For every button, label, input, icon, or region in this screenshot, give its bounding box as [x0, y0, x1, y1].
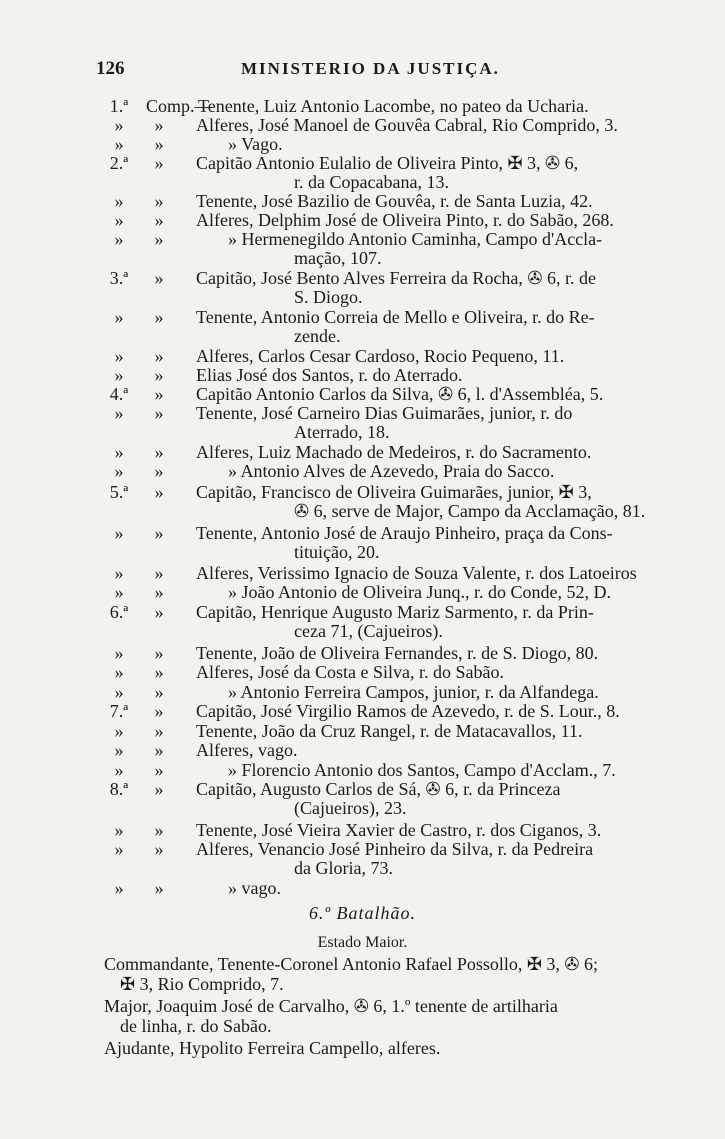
company-mark: »	[154, 229, 164, 249]
roster-line	[0, 248, 725, 269]
company-mark: »	[154, 779, 164, 799]
section-subtitle-row	[0, 932, 725, 953]
roster-entry: Alferes, Delphim José de Oliveira Pinto, r. do Sabão, 268.	[196, 210, 614, 230]
roster-entry: ✇ 6, serve de Major, Campo da Acclamação, 81.	[294, 501, 646, 521]
roster-line	[0, 582, 725, 603]
company-mark: »	[154, 820, 164, 840]
roster-line	[0, 878, 725, 899]
roster-entry: tituição, 20.	[294, 542, 380, 562]
company-mark: »	[154, 403, 164, 423]
company-number: »	[114, 523, 124, 543]
roster-entry: Aterrado, 18.	[294, 422, 390, 442]
roster-line	[0, 403, 725, 424]
roster-line	[0, 779, 725, 800]
roster-entry: Alferes, Carlos Cesar Cardoso, Rocio Pequeno, 11.	[196, 346, 565, 366]
roster-entry: » Florencio Antonio dos Santos, Campo d'Acclam., 7.	[228, 760, 616, 780]
roster-line	[0, 365, 725, 386]
roster-entry: Alferes, Verissimo Ignacio de Souza Valente, r. dos Latoeiros	[196, 563, 637, 583]
company-mark: »	[154, 602, 164, 622]
roster-entry: » João Antonio de Oliveira Junq., r. do Conde, 52, D.	[228, 582, 611, 602]
roster-line	[0, 602, 725, 623]
company-mark: »	[154, 134, 164, 154]
roster-entry: Alferes, José Manoel de Gouvêa Cabral, Rio Comprido, 3.	[196, 115, 618, 135]
roster-entry: mação, 107.	[294, 248, 382, 268]
roster-line	[0, 760, 725, 781]
company-mark: »	[154, 153, 164, 173]
company-mark: »	[154, 482, 164, 502]
company-mark: »	[154, 268, 164, 288]
company-mark: »	[154, 760, 164, 780]
roster-entry: Capitão, José Bento Alves Ferreira da Rocha, ✇ 6, r. de	[196, 268, 596, 288]
roster-line	[0, 287, 725, 308]
company-number: 7.ª	[109, 701, 129, 721]
company-number: »	[114, 563, 124, 583]
company-mark: »	[154, 563, 164, 583]
company-mark: »	[154, 307, 164, 327]
company-number: 4.ª	[109, 384, 129, 404]
roster-line	[0, 798, 725, 819]
company-number: »	[114, 582, 124, 602]
roster-entry: Alferes, Luiz Machado de Medeiros, r. do Sacramento.	[196, 442, 592, 462]
roster-line	[0, 210, 725, 231]
roster-entry: Capitão Antonio Carlos da Silva, ✇ 6, l. d'Assembléa, 5.	[196, 384, 604, 404]
roster-line	[0, 384, 725, 405]
section-title: 6.º Batalhão.	[308, 903, 417, 923]
running-title: MINISTERIO DA JUSTIÇA.	[241, 59, 500, 78]
staff-line	[0, 996, 725, 1017]
company-number: 6.ª	[109, 602, 129, 622]
company-number: 3.ª	[109, 268, 129, 288]
roster-line	[0, 172, 725, 193]
roster-line	[0, 839, 725, 860]
roster-line	[0, 134, 725, 155]
roster-line	[0, 442, 725, 463]
company-mark: »	[154, 384, 164, 404]
roster-entry: Capitão, José Virgilio Ramos de Azevedo, r. de S. Lour., 8.	[196, 701, 620, 721]
company-mark: »	[154, 682, 164, 702]
roster-line	[0, 326, 725, 347]
company-number: »	[114, 210, 124, 230]
roster-line	[0, 542, 725, 563]
roster-entry: » Antonio Alves de Azevedo, Praia do Sacco.	[228, 461, 555, 481]
roster-line	[0, 482, 725, 503]
company-mark: »	[154, 582, 164, 602]
staff-entry: Commandante, Tenente-Coronel Antonio Rafael Possollo, ✠ 3, ✇ 6;	[104, 954, 599, 974]
roster-entry: S. Diogo.	[294, 287, 363, 307]
staff-line	[0, 974, 725, 995]
roster-entry: Capitão Antonio Eulalio de Oliveira Pinto, ✠ 3, ✇ 6,	[196, 153, 579, 173]
roster-entry: Tenente, Luiz Antonio Lacombe, no pateo da Ucharia.	[198, 96, 589, 116]
company-number: »	[114, 134, 124, 154]
company-mark: »	[154, 115, 164, 135]
company-number: »	[114, 365, 124, 385]
company-number: 5.ª	[109, 482, 129, 502]
roster-entry: Alferes, José da Costa e Silva, r. do Sabão.	[196, 662, 504, 682]
roster-entry: da Gloria, 73.	[294, 858, 393, 878]
roster-entry: Capitão, Francisco de Oliveira Guimarães, junior, ✠ 3,	[196, 482, 592, 502]
company-mark: »	[154, 442, 164, 462]
company-number: »	[114, 442, 124, 462]
roster-line	[0, 820, 725, 841]
company-number: »	[114, 191, 124, 211]
company-mark: »	[154, 721, 164, 741]
company-mark: »	[154, 365, 164, 385]
company-number: »	[114, 878, 124, 898]
company-number: »	[114, 760, 124, 780]
staff-entry: Ajudante, Hypolito Ferreira Campello, alferes.	[104, 1038, 441, 1058]
roster-entry: Tenente, Antonio Correia de Mello e Oliveira, r. do Re-	[196, 307, 595, 327]
staff-line	[0, 1038, 725, 1059]
roster-entry: Elias José dos Santos, r. do Aterrado.	[196, 365, 463, 385]
roster-line	[0, 682, 725, 703]
company-number: »	[114, 839, 124, 859]
staff-entry: Major, Joaquim José de Carvalho, ✇ 6, 1.º tenente de artilharia	[104, 996, 558, 1016]
roster-line	[0, 501, 725, 522]
staff-line	[0, 1016, 725, 1037]
roster-entry: r. da Copacabana, 13.	[294, 172, 449, 192]
roster-entry: » vago.	[228, 878, 281, 898]
roster-line	[0, 662, 725, 683]
roster-entry: Capitão, Augusto Carlos de Sá, ✇ 6, r. da Princeza	[196, 779, 561, 799]
roster-entry: Tenente, João de Oliveira Fernandes, r. de S. Diogo, 80.	[196, 643, 599, 663]
company-mark: »	[154, 740, 164, 760]
company-number: »	[114, 682, 124, 702]
roster-line	[0, 307, 725, 328]
roster-entry: Tenente, Antonio José de Araujo Pinheiro, praça da Cons-	[196, 523, 613, 543]
company-number: »	[114, 115, 124, 135]
roster-entry: Tenente, João da Cruz Rangel, r. de Matacavallos, 11.	[196, 721, 583, 741]
roster-line	[0, 422, 725, 443]
roster-line	[0, 461, 725, 482]
staff-entry: ✠ 3, Rio Comprido, 7.	[120, 974, 284, 994]
company-number: »	[114, 721, 124, 741]
roster-line	[0, 858, 725, 879]
company-number: 1.ª	[109, 96, 129, 116]
roster-line	[0, 643, 725, 664]
company-mark: »	[154, 461, 164, 481]
roster-entry: Tenente, José Vieira Xavier de Castro, r. dos Ciganos, 3.	[196, 820, 602, 840]
company-number: »	[114, 740, 124, 760]
roster-entry: Alferes, vago.	[196, 740, 298, 760]
company-number: 2.ª	[109, 153, 129, 173]
company-number: »	[114, 820, 124, 840]
roster-entry: zende.	[294, 326, 341, 346]
roster-line	[0, 563, 725, 584]
roster-line	[0, 740, 725, 761]
company-number: »	[114, 662, 124, 682]
company-mark: Comp.—	[146, 96, 213, 116]
roster-entry: Alferes, Venancio José Pinheiro da Silva, r. da Pedreira	[196, 839, 594, 859]
company-number: »	[114, 461, 124, 481]
roster-line	[0, 621, 725, 642]
roster-line	[0, 229, 725, 250]
roster-entry: » Vago.	[228, 134, 283, 154]
roster-line	[0, 701, 725, 722]
roster-entry: » Hermenegildo Antonio Caminha, Campo d'Accla-	[228, 229, 603, 249]
roster-entry: ceza 71, (Cajueiros).	[294, 621, 443, 641]
roster-entry: Capitão, Henrique Augusto Mariz Sarmento, r. da Prin-	[196, 602, 594, 622]
roster-line	[0, 346, 725, 367]
company-number: »	[114, 307, 124, 327]
staff-entry: de linha, r. do Sabão.	[120, 1016, 272, 1036]
roster-entry: Tenente, José Bazilio de Gouvêa, r. de Santa Luzia, 42.	[196, 191, 593, 211]
company-mark: »	[154, 346, 164, 366]
section-title-row	[0, 903, 725, 924]
roster-line	[0, 268, 725, 289]
company-number: »	[114, 403, 124, 423]
company-number: 8.ª	[109, 779, 129, 799]
staff-line	[0, 954, 725, 975]
roster-entry: » Antonio Ferreira Campos, junior, r. da Alfandega.	[228, 682, 599, 702]
company-mark: »	[154, 191, 164, 211]
company-number: »	[114, 346, 124, 366]
company-mark: »	[154, 662, 164, 682]
page-number: 126	[96, 58, 125, 79]
roster-entry: Tenente, José Carneiro Dias Guimarães, junior, r. do	[196, 403, 573, 423]
roster-line	[0, 115, 725, 136]
company-number: »	[114, 229, 124, 249]
company-mark: »	[154, 210, 164, 230]
company-mark: »	[154, 701, 164, 721]
company-mark: »	[154, 878, 164, 898]
section-subtitle: Estado Maior.	[317, 934, 408, 951]
company-mark: »	[154, 839, 164, 859]
company-mark: »	[154, 523, 164, 543]
company-number: »	[114, 643, 124, 663]
roster-line	[0, 523, 725, 544]
roster-line	[0, 721, 725, 742]
company-mark: »	[154, 643, 164, 663]
roster-entry: (Cajueiros), 23.	[294, 798, 407, 818]
roster-line	[0, 96, 725, 117]
roster-line	[0, 153, 725, 174]
page-header	[96, 58, 673, 84]
roster-line	[0, 191, 725, 212]
